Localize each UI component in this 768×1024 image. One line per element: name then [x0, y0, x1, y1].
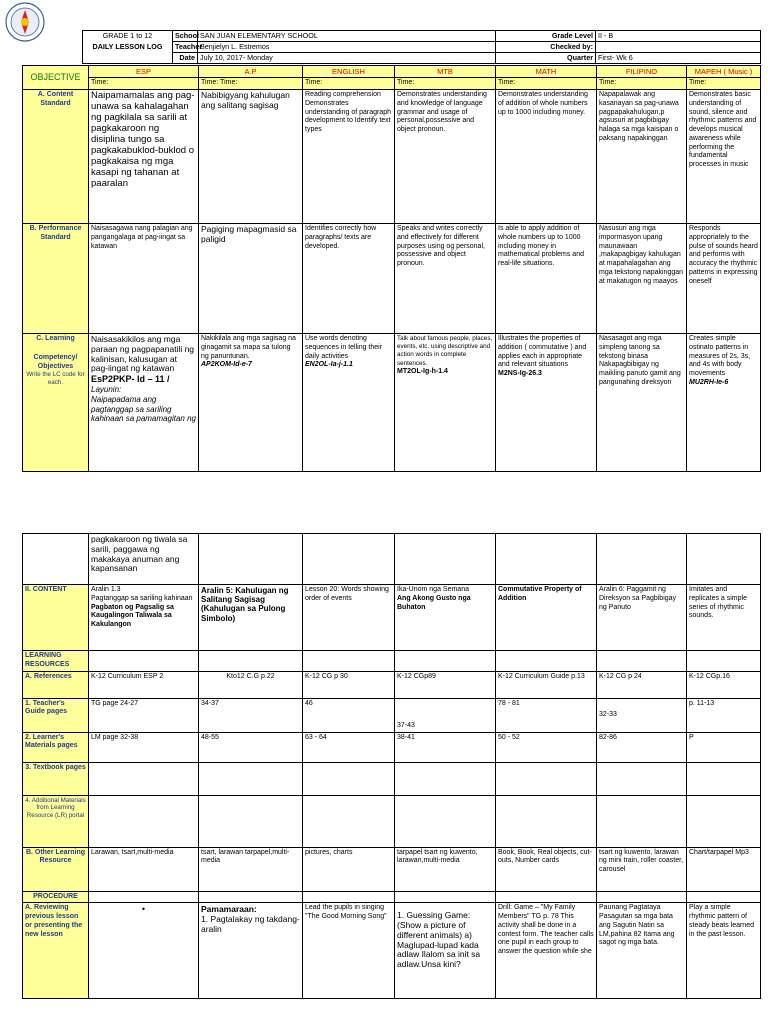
quarter-label: Quarter: [496, 53, 596, 64]
content-esp-2: Pagtanggap sa sariling kahinaan: [91, 594, 193, 602]
grade-level-label: Grade Level: [496, 31, 596, 42]
learners-materials-mtb: 38-41: [395, 732, 496, 762]
references-label: A. References: [23, 671, 89, 698]
teachers-guide-mapeh: p. 11-13: [687, 698, 761, 732]
continuation-english: [303, 534, 395, 585]
proc-ap: [199, 891, 303, 903]
other-resources-label: B. Other Learning Resource: [23, 847, 89, 891]
reviewing-english: Lead the pupils in singing "The Good Morning Song": [303, 903, 395, 999]
subject-filipino: FILIPINO: [597, 66, 687, 78]
other-resources-ap: tsart, larawan tarpapel,multi-media: [199, 847, 303, 891]
content-math: Commutative Property of Addition: [496, 585, 597, 651]
quarter-value: First- Wk 6: [596, 53, 761, 64]
learning-resources-label: LEARNING RESOURCES: [23, 651, 89, 672]
lc-mtb-text: Talk about famous people, places, events, etc. using descriptive and action words in complete sentences.: [397, 335, 493, 367]
content-standard-mtb: Demonstrates understanding and knowledge of language grammar and usage of personal,possessive and object pronoun.: [395, 90, 496, 224]
learning-competency-ap: [199, 334, 303, 472]
subject-mapeh: MAPEH ( Music ): [687, 66, 761, 78]
performance-standard-english: Identifies correctly how paragraphs/ texts are developed.: [303, 224, 395, 334]
grade-level-value: II - B: [596, 31, 761, 42]
am-mapeh: [687, 795, 761, 847]
lc-esp-layunin-text: Naipapadama ang pagtanggap sa sariling kahinaan sa pamamagitan ng: [91, 395, 196, 423]
lesson-table-1: [22, 65, 761, 472]
lr-filipino: [597, 651, 687, 672]
textbook-label: 3. Textbook pages: [23, 762, 89, 795]
tb-ap: [199, 762, 303, 795]
learning-competency-mtb: [395, 334, 496, 472]
checked-by-value: [596, 42, 761, 53]
learning-competency-label-3: Write the LC code for each.: [26, 371, 85, 387]
lr-math: [496, 651, 597, 672]
lesson-table-2: [22, 533, 761, 999]
proc-english: [303, 891, 395, 903]
reviewing-label: A. Reviewing previous lesson or presenting the new lesson: [23, 903, 89, 999]
content-standard-filipino: Napapalawak ang kasanayan sa pag-unawa pagpapakahulugan,p agsusuri at pagbibigay halaga sa mga kaisipan o paksang napakinggan: [597, 90, 687, 224]
lc-mapeh-text: Creates simple ostinato patterns in measures of 2s, 3s, and 4s with body movements: [689, 335, 751, 378]
learners-materials-esp: LM page 32-38: [89, 732, 199, 762]
other-resources-mtb: tarpapel tsart ng kuwento, larawan,multi-media: [395, 847, 496, 891]
time-mapeh: Time:: [687, 78, 761, 90]
am-english: [303, 795, 395, 847]
performance-standard-filipino: Nasusuri ang mga impormasyon upang maunawaan ,makapagbigay kahulugan at mapahalagahan ang mga tekstong napakinggan at makatugon ng maayos: [597, 224, 687, 334]
lc-esp-layunin: Layunin:: [91, 385, 122, 395]
references-esp: K-12 Curriculum ESP 2: [89, 671, 199, 698]
subject-english: ENGLISH: [303, 66, 395, 78]
learners-materials-mapeh: P: [687, 732, 761, 762]
teachers-guide-label: 1. Teacher's Guide pages: [23, 698, 89, 732]
subject-math: MATH: [496, 66, 597, 78]
grade-range: GRADE 1 to 12: [83, 31, 173, 42]
continuation-ap: [199, 534, 303, 585]
content-english: Lesson 20: Words showing order of events: [303, 585, 395, 651]
tb-esp: [89, 762, 199, 795]
lc-ap-text: Nakikilala ang mga sagisag na ginagamit sa mapa sa tulong ng panuntunan.: [201, 335, 296, 360]
proc-math: [496, 891, 597, 903]
continuation-mtb: [395, 534, 496, 585]
other-resources-english: pictures, charts: [303, 847, 395, 891]
objective-header: OBJECTIVE: [23, 66, 89, 90]
lc-esp-code: EsP2PKP- Id – 11 /: [91, 374, 170, 385]
am-filipino: [597, 795, 687, 847]
content-standard-esp: Naipamamalas ang pag-unawa sa kahalagahan ng pagkilala sa sarili at pagkakaroon ng disiplina tungo sa pagkakabuklod-buklod o pagkakaisa ng mga kasapi ng tahanan at paaralan: [89, 90, 199, 224]
tb-english: [303, 762, 395, 795]
continuation-mapeh: [687, 534, 761, 585]
learning-competency-mapeh: [687, 334, 761, 472]
content-standard-mapeh: Demonstrates basic understanding of sound, silence and rhythmic patterns and develops musical awareness while performing the fundamental processes in music: [687, 90, 761, 224]
learning-competency-math: [496, 334, 597, 472]
teachers-guide-filipino: 32-33: [597, 698, 687, 732]
performance-standard-mapeh: Responds appropriately to the pulse of sounds heard and performs with accuracy the rhythmic patterns in expressing oneself: [687, 224, 761, 334]
time-ap: Time: Time:: [199, 78, 303, 90]
school-label: School: [173, 31, 198, 42]
lc-math-code: M2NS-Ig-26.3: [498, 370, 542, 378]
learning-competency-label-1: C. Learning: [36, 335, 75, 343]
content-mtb-2: Ang Akong Gusto nga Buhaton: [397, 594, 471, 611]
other-resources-filipino: tsart ng kuwento, larawan ng mini train, roller coaster, carousel: [597, 847, 687, 891]
lr-ap: [199, 651, 303, 672]
time-filipino: Time:: [597, 78, 687, 90]
reviewing-ap: [199, 903, 303, 999]
time-esp: Time:: [89, 78, 199, 90]
lr-mapeh: [687, 651, 761, 672]
content-esp-1: Aralin 1.3: [91, 586, 121, 593]
school-value: SAN JUAN ELEMENTARY SCHOOL: [198, 31, 496, 42]
learning-competency-filipino: Nasasagot ang mga simpleng tanong sa tekstong binasa Nakapagbibigay ng maikling panuto gamit ang pangunahing direksyon: [597, 334, 687, 472]
checked-by-label: Checked by:: [496, 42, 596, 53]
references-math: K-12 Curriculum Guide p.13: [496, 671, 597, 698]
log-title: DAILY LESSON LOG: [83, 42, 173, 53]
performance-standard-mtb: Speaks and writes correctly and effectively for different purposes using og personal, possessive and object pronoun.: [395, 224, 496, 334]
time-mtb: Time:: [395, 78, 496, 90]
lr-esp: [89, 651, 199, 672]
proc-filipino: [597, 891, 687, 903]
references-mapeh: K-12 CGp.16: [687, 671, 761, 698]
other-resources-math: Book, Book, Real objects, cut-outs, Number cards: [496, 847, 597, 891]
content-mtb-1: Ika-Unom nga Semana: [397, 586, 469, 593]
learners-materials-english: 63 - 64: [303, 732, 395, 762]
tb-filipino: [597, 762, 687, 795]
reviewing-esp: •: [89, 903, 199, 999]
content-label: II. CONTENT: [23, 585, 89, 651]
teachers-guide-english: 46: [303, 698, 395, 732]
learning-competency-label: [23, 334, 89, 472]
teachers-guide-ap: 34-37: [199, 698, 303, 732]
am-esp: [89, 795, 199, 847]
content-ap: Aralin 5: Kahulugan ng Salitang Sagisag (Kahulugan sa Pulong Simbolo): [199, 585, 303, 651]
date-label: Date: [173, 53, 198, 64]
performance-standard-math: Is able to apply addition of whole numbers up to 1000 including money in mathematical problems and real-life situations.: [496, 224, 597, 334]
reviewing-ap-1: Pamamaraan:: [201, 904, 257, 915]
performance-standard-ap: Pagiging mapagmasid sa paligid: [199, 224, 303, 334]
content-standard-ap: Nabibigyang kahulugan ang salitang sagisag: [199, 90, 303, 224]
learners-materials-ap: 48-55: [199, 732, 303, 762]
teachers-guide-esp: TG page 24-27: [89, 698, 199, 732]
continuation-filipino: [597, 534, 687, 585]
tb-math: [496, 762, 597, 795]
procedure-label: PROCEDURE: [23, 891, 89, 903]
reviewing-filipino: Paunang Pagtataya Pasagutan sa mga bata ang Sagutin Natin sa LM,pahina 82 Itama ang sagot ng mga bata.: [597, 903, 687, 999]
content-esp-3: Pagbaton og Pagsalig sa Kaugalingon Taliwala sa Kakulangon: [91, 603, 174, 628]
lr-english: [303, 651, 395, 672]
reviewing-mapeh: Play a simple rhythmic pattern of steady beats learned in the past lesson.: [687, 903, 761, 999]
continuation-label: [23, 534, 89, 585]
references-ap: Kto12 C.G p.22: [199, 671, 303, 698]
reviewing-mtb: 1. Guessing Game: (Show a picture of different animals) a) Maglupad-lupad kada adlaw Ilalom sa init sa adlaw.Unsa kini?: [395, 903, 496, 999]
proc-mapeh: [687, 891, 761, 903]
proc-mtb: [395, 891, 496, 903]
date-value: July 10, 2017- Monday: [198, 53, 496, 64]
references-english: K-12 CG p 30: [303, 671, 395, 698]
continuation-esp: pagkakaroon ng tiwala sa sarili, paggawa ng makakaya anuman ang kapansanan: [89, 534, 199, 585]
reviewing-math: Drill: Game – "My Family Members" TG p. 78 This activity shall be done in a contest form. The teacher calls one pupil in each group to answer the question while she: [496, 903, 597, 999]
reviewing-ap-2: 1. Pagtalakay ng takdang-aralin: [201, 913, 300, 934]
performance-standard-esp: Naisasagawa nang palagian ang pangangalaga at pag-iingat sa katawan: [89, 224, 199, 334]
lc-english-text: Use words denoting sequences in telling their daily activities: [305, 335, 383, 360]
learning-competency-label-2: Competency/ Objectives: [33, 353, 78, 370]
proc-esp: [89, 891, 199, 903]
references-filipino: K-12 CG p 24: [597, 671, 687, 698]
additional-materials-label: 4. Additional Materials from Learning Resource (LR) portal: [23, 795, 89, 847]
teachers-guide-mtb: 37-43: [395, 698, 496, 732]
content-filipino: Aralin 6: Paggamit ng Direksyon sa Pagbibigay ng Panuto: [597, 585, 687, 651]
learning-competency-esp: [89, 334, 199, 472]
lr-mtb: [395, 651, 496, 672]
am-math: [496, 795, 597, 847]
header-blank: [83, 53, 173, 64]
subject-esp: ESP: [89, 66, 199, 78]
lc-math-text: Illustrates the properties of addition ( commutative ) and applies each in appropriate and relevant situations: [498, 335, 587, 369]
other-resources-mapeh: Chart/tarpapel Mp3: [687, 847, 761, 891]
content-standard-english: Reading comprehension Demonstrates understanding of paragraph development to Identify text types: [303, 90, 395, 224]
teachers-guide-math: 78 - 81: [496, 698, 597, 732]
lc-mtb-code: MT2OL-Ig-h-1.4: [397, 367, 448, 375]
am-ap: [199, 795, 303, 847]
time-english: Time:: [303, 78, 395, 90]
tb-mapeh: [687, 762, 761, 795]
subject-mtb: MTB: [395, 66, 496, 78]
lc-ap-code: AP2KOM-Id-e-7: [201, 361, 252, 369]
content-standard-math: Demonstrates understanding of addition of whole numbers up to 1000 including money.: [496, 90, 597, 224]
continuation-math: [496, 534, 597, 585]
time-math: Time:: [496, 78, 597, 90]
lc-english-code: EN2OL-Ia-j-1.1: [305, 361, 353, 369]
subject-ap: A.P: [199, 66, 303, 78]
learning-competency-english: [303, 334, 395, 472]
teacher-value: Benjielyn L. Estremos: [198, 42, 496, 53]
tb-mtb: [395, 762, 496, 795]
lc-mapeh-code: MU2RH-Ie-6: [689, 378, 729, 386]
deped-seal: [5, 2, 45, 42]
learners-materials-label: 2. Learner's Materials pages: [23, 732, 89, 762]
lc-esp-text: Naisasakikilos ang mga paraan ng pagpapanatili ng kalinisan, kalusugan at pag-iingat ng katawan: [91, 334, 195, 374]
learners-materials-math: 50 - 52: [496, 732, 597, 762]
references-mtb: K-12 CGp89: [395, 671, 496, 698]
content-mtb: [395, 585, 496, 651]
content-esp: [89, 585, 199, 651]
content-mapeh: Imitates and replicates a simple series of rhythmic sounds.: [687, 585, 761, 651]
am-mtb: [395, 795, 496, 847]
content-standard-label: A. Content Standard: [23, 90, 89, 224]
header-table: [82, 30, 761, 64]
learners-materials-filipino: 82-86: [597, 732, 687, 762]
other-resources-esp: Larawan, tsart,multi-media: [89, 847, 199, 891]
teacher-label: Teacher: [173, 42, 198, 53]
performance-standard-label: B. Performance Standard: [23, 224, 89, 334]
